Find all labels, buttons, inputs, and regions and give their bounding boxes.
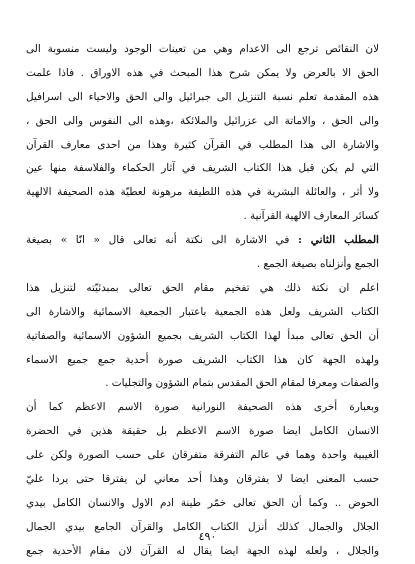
text-line: التي لم يكن قبل هذا الكتاب الشريف في آثار الحكماء والفلاسفة منها عين — [26, 162, 379, 175]
text-line: حسب المعنى ايضا لا يفترقان وهذا أحد معاني لن يفترقا حتى يردا عليّ — [26, 473, 379, 486]
text-line: والجلال ، ولعله لهذه الجهة ايضا يقال له القرآن لان مقام الأحدية جمع — [26, 544, 379, 557]
heading-label: المطلب الثاني : — [297, 234, 379, 247]
text-line: ولهذه الجهة كان هذا الكتاب الشريف صورة أحدية جمع جميع الاسماء — [26, 353, 379, 366]
text-line: لان النقائص ترجع الى الاعدام وهي من تعينات الوجود وليست منسوبة الى — [26, 43, 379, 55]
text-line: الجلال والجمال كذلك أنزل الكتاب الكامل والقرآن الجامع بيدي الجمال — [26, 520, 379, 533]
text-line: ولا أثر ، والعائلة البشرية في هذه اللطيفة مرهونة لعطيّة هذه الصحيفة الالهية — [26, 186, 379, 199]
text-line: والى الحق ، والاماتة الى عزرائيل والملائكة ،وهذه الى النفوس والى الحق ، — [26, 114, 379, 127]
text-line: الغيبية واحدة وهما في عالم التفرقة متفرقان على حسب الصورة ولكن على — [26, 449, 379, 462]
text-line: الانسان الكامل ايضا صورة الاسم الاعظم بل حقيقة هذين في الحضرة — [26, 425, 379, 438]
text-line: الكتاب الشريف ولعل هذه الجمعية باعتبار الجمعية الاسمائية والاشارة الى — [26, 305, 379, 318]
text-line: والصفات ومعرفا لمقام الحق المقدس بتمام الشؤون والتجليات . — [105, 377, 379, 390]
text-line: وبعبارة أخرى هذه الصحيفة النورانية صورة الاسم الاعظم كما أن — [26, 401, 379, 414]
text-line: والاشارة الى هذا المطلب في القرآن كثيرة وهذا من احدى معارف القرآن — [26, 138, 379, 151]
body-text — [26, 38, 379, 564]
text-line: الجمع وأنزلناه بصيغة الجمع . — [256, 258, 379, 271]
text-line: هذه المقدمة تعلم نسبة التنزيل الى جبرائيل والى الحق والاحياء الى اسرافيل — [26, 90, 379, 103]
heading-text: في الاشارة الى نكتة أنه تعالى قال « انّا » بصيغة — [26, 234, 298, 247]
text-line: أن الحق تعالى مبدأ لهذا الكتاب الشريف بجميع الشؤون الاسمائية والصفاتية — [26, 329, 379, 342]
text-line: الحق الا بالعرض ولا يمكن شرح هذا المبحث في هذه الاوراق . فاذا علمت — [26, 66, 379, 79]
text-line: كسائر المعارف الالهية القرآنية . — [243, 210, 379, 223]
section-heading — [26, 229, 379, 253]
text-line: اعلم ان نكتة ذلك هي تفخيم مقام الحق تعالى بمبدئيّته لتنزيل هذا — [26, 281, 379, 294]
page-number: ٤٩٠ — [198, 530, 217, 543]
text-line: الحوض .. وكما أن الحق تعالى خمّر طينة ادم الاول والانسان الكامل بيدي — [26, 496, 379, 509]
